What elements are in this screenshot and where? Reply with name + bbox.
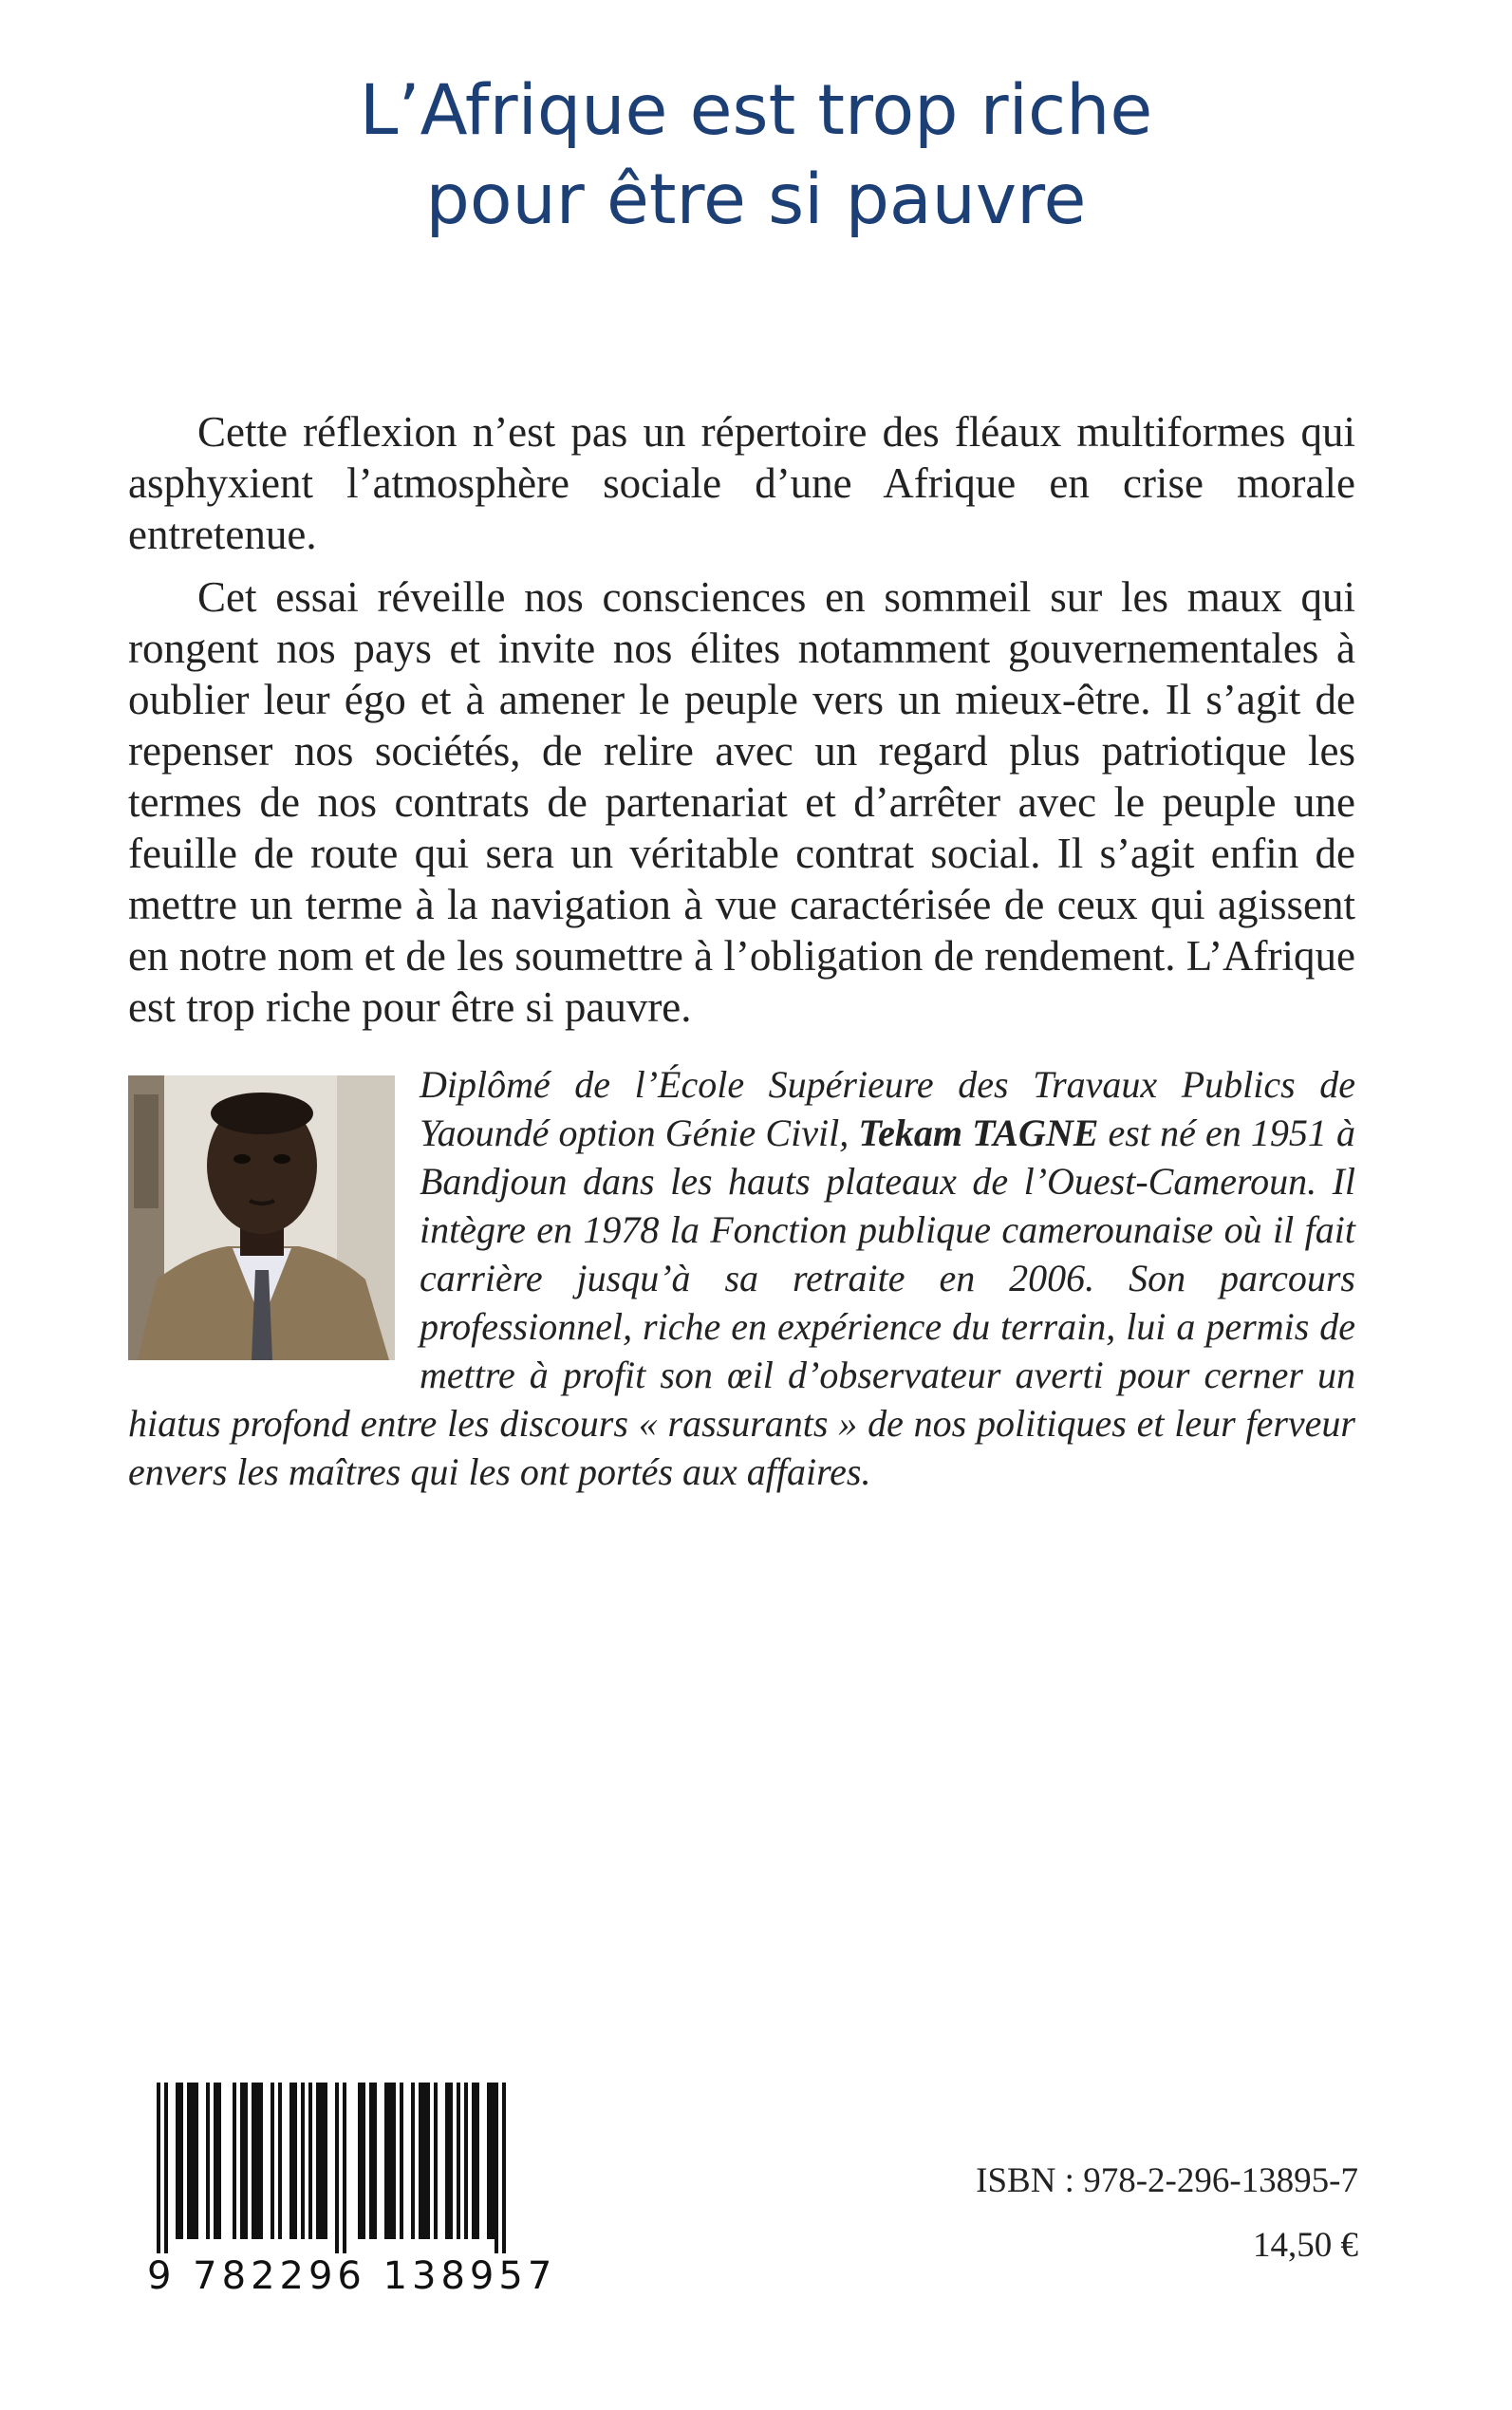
barcode-bar <box>252 2083 255 2239</box>
barcode-bar <box>422 2083 426 2239</box>
barcode-bar <box>271 2083 274 2239</box>
barcode-bar <box>358 2083 362 2239</box>
barcode-bar <box>217 2083 221 2239</box>
barcode-bar <box>301 2083 305 2239</box>
author-photo <box>128 1075 395 1360</box>
barcode-bar <box>369 2083 373 2239</box>
barcode-bar <box>445 2083 449 2239</box>
barcode-bar <box>457 2083 460 2239</box>
barcode-bar <box>487 2083 491 2239</box>
barcode-bar <box>335 2083 339 2253</box>
bio-text-start: Diplômé de l’École Supérieure des Travaux Publics de Yaoundé option Génie Civil, <box>420 1063 1355 1154</box>
book-title-line-2: pour être si pauvre <box>425 159 1087 240</box>
barcode-bar <box>388 2083 392 2239</box>
barcode-bar <box>419 2083 422 2239</box>
barcode-bar <box>255 2083 259 2239</box>
barcode-bar <box>362 2083 365 2239</box>
barcode-bar <box>195 2083 198 2239</box>
author-name: Tekam TAGNE <box>858 1112 1099 1154</box>
barcode-bar <box>495 2083 498 2253</box>
bio-text-end: est né en 1951 à Bandjoun dans les hauts plateaux de l’Ouest-Cameroun. Il intègre en 1978 la Fonction publique camerounaise où il fait carrière jusqu’à sa retraite en 2006. Son parcours professionnel, riche en expérience du terrain, lui a permis de mettre à profit son œil d’observateur averti pour cerner un hiatus profond entre les discours « rassurants » de nos politiques et leur ferveur envers les maîtres qui les ont portés aux affaires. <box>128 1112 1355 1493</box>
barcode-bar <box>289 2083 293 2239</box>
barcode-bar <box>476 2083 479 2239</box>
barcode-digits: 9 782296 138957 <box>147 2254 557 2298</box>
barcode-bar <box>400 2083 403 2239</box>
barcode-bar <box>502 2083 506 2253</box>
barcode-bar <box>320 2083 324 2239</box>
barcode-bar <box>191 2083 195 2239</box>
barcode-bar <box>411 2083 415 2239</box>
author-bio <box>128 1060 1355 1496</box>
book-title <box>0 66 1512 245</box>
barcode-bar <box>244 2083 248 2239</box>
barcode-bar <box>464 2083 468 2239</box>
blurb <box>128 406 1355 1033</box>
blurb-paragraph-1: Cette réflexion n’est pas un répertoire des fléaux multiformes qui asphyxient l’atmosphère sociale d’une Afrique en crise morale entretenue. <box>128 408 1355 558</box>
barcode-bar <box>491 2083 495 2239</box>
barcode-bar <box>157 2083 160 2253</box>
barcode-bar <box>426 2083 430 2239</box>
barcode-bar <box>384 2083 388 2239</box>
barcode-bar <box>233 2083 236 2239</box>
barcode-bar <box>316 2083 320 2239</box>
barcode-bar <box>240 2083 244 2239</box>
barcode-bar <box>324 2083 327 2239</box>
barcode-bar <box>449 2083 453 2239</box>
barcode-bar <box>308 2083 312 2239</box>
barcode-bar <box>187 2083 191 2239</box>
barcode-bar <box>434 2083 438 2239</box>
barcode-bar <box>293 2083 297 2239</box>
barcode-bars <box>147 2083 524 2253</box>
barcode-bar <box>206 2083 210 2239</box>
isbn: ISBN : 978-2-296-13895-7 <box>976 2161 1358 2200</box>
book-title-line-1: L’Afrique est trop riche <box>359 70 1153 151</box>
price: 14,50 € <box>1253 2226 1358 2265</box>
blurb-paragraph-2: Cet essai réveille nos consciences en sommeil sur les maux qui rongent nos pays et invite nos élites notamment gouvernementales à oublier leur égo et à amener le peuple vers un mieux-être. Il s’agit de repenser nos sociétés, de relire avec un regard plus patriotique les termes de nos contrats de partenariat et d’arrêter avec le peuple une feuille de route qui sera un véritable contrat social. Il s’agit enfin de mettre un terme à la navigation à vue caractérisée de ceux qui agissent en notre nom et de les soumettre à l’obligation de rendement. L’Afrique est trop riche pour être si pauvre. <box>128 573 1355 1031</box>
barcode-bar <box>278 2083 282 2239</box>
barcode <box>147 2083 557 2298</box>
barcode-bar <box>259 2083 263 2239</box>
barcode-bar <box>164 2083 168 2253</box>
barcode-bar <box>373 2083 377 2239</box>
barcode-bar <box>343 2083 346 2253</box>
barcode-bar <box>392 2083 396 2239</box>
barcode-bar <box>214 2083 217 2239</box>
barcode-bar <box>472 2083 476 2239</box>
barcode-bar <box>176 2083 179 2239</box>
barcode-bar <box>179 2083 183 2239</box>
